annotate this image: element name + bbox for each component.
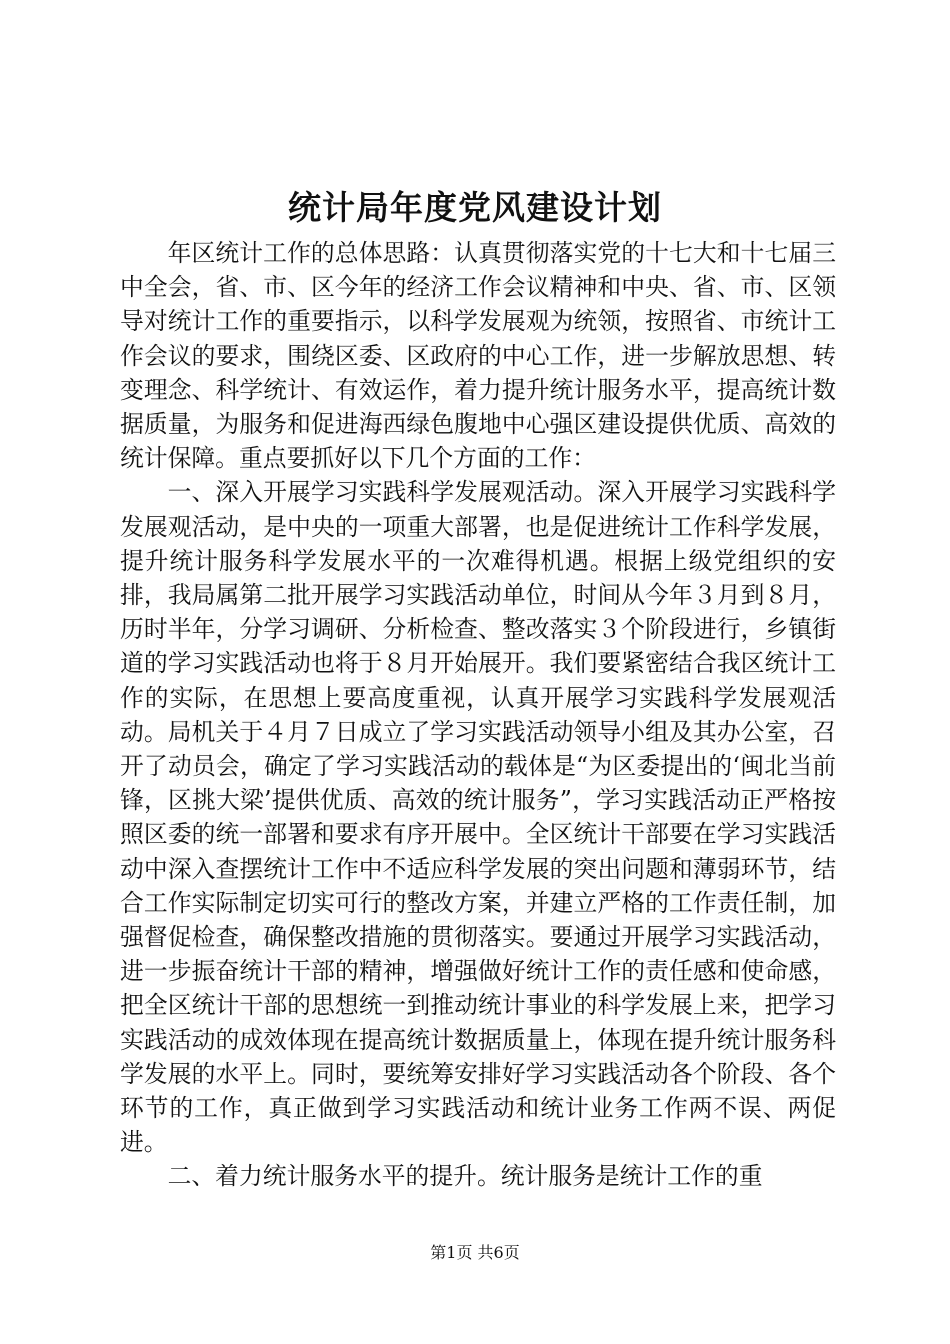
paragraph-section-two: 二、着力统计服务水平的提升。统计服务是统计工作的重: [167, 1162, 763, 1191]
paragraph-section-one: 一、深入开展学习实践科学发展观活动。深入开展学习实践科学发展观活动，是中央的一项重大部署，也是促进统计工作科学发展，提升统计服务科学发展水平的一次难得机遇。根据上级党组织的安排，我局属第二批开展学习实践活动单位，时间从今年３月到８月，历时半年，分学习调研、分析检查、整改落实３个阶段进行，乡镇街道的学习实践活动也将于８月开始展开。我们要紧密结合我区统计工作的实际，在思想上要高度重视，认真开展学习实践科学发展观活动。局机关于４月７日成立了学习实践活动领导小组及其办公室，召开了动员会，确定了学习实践活动的载体是“为区委提出的‘闽北当前锋，区挑大梁’提供优质、高效的统计服务”，学习实践活动正严格按照区委的统一部署和要求有序开展中。全区统计干部要在学习实践活动中深入查摆统计工作中不适应科学发展的突出问题和薄弱环节，结合工作实际制定切实可行的整改方案，并建立严格的工作责任制，加强督促检查，确保整改措施的贯彻落实。要通过开展学习实践活动，进一步振奋统计干部的精神，增强做好统计工作的责任感和使命感，把全区统计干部的思想统一到推动统计事业的科学发展上来，把学习实践活动的成效体现在提高统计数据质量上，体现在提升统计服务科学发展的水平上。同时，要统筹安排好学习实践活动各个阶段、各个环节的工作，真正做到学习实践活动和统计业务工作两不误、两促进。: [120, 478, 836, 1157]
document-body: [120, 236, 836, 1194]
paragraph-overview: 年区统计工作的总体思路：认真贯彻落实党的十七大和十七届三中全会，省、市、区今年的经济工作会议精神和中央、省、市、区领导对统计工作的重要指示，以科学发展观为统领，按照省、市统计工作会议的要求，围绕区委、区政府的中心工作，进一步解放思想、转变理念、科学统计、有效运作，着力提升统计服务水平，提高统计数据质量，为服务和促进海西绿色腹地中心强区建设提供优质、高效的统计保障。重点要抓好以下几个方面的工作：: [120, 239, 836, 473]
page-number-footer: 第1页 共6页: [430, 1243, 520, 1262]
document-title: 统计局年度党风建设计划: [288, 188, 662, 227]
